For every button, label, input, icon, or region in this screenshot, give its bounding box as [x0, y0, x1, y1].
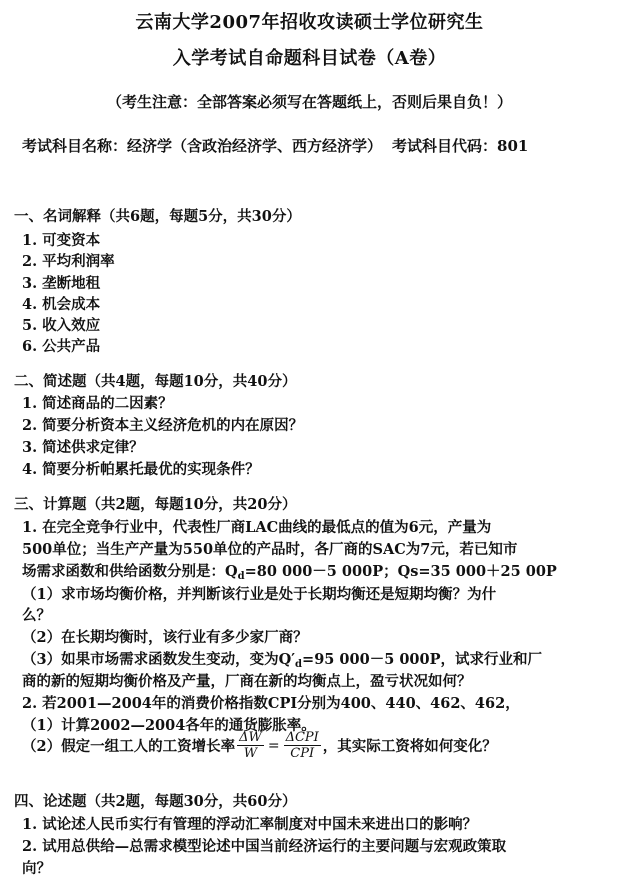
fraction-denominator: CPI [290, 746, 315, 761]
section-1-item: 5. 收入效应 [22, 317, 101, 334]
question-text [22, 648, 542, 670]
section-1-item: 6. 公共产品 [22, 338, 101, 355]
question-text: 2. 试用总供给—总需求模型论述中国当前经济运行的主要问题与宏观政策取 [22, 838, 507, 855]
fraction-denominator: W [243, 746, 258, 761]
section-1-item: 3. 垄断地租 [22, 275, 101, 292]
section-4-heading: 四、论述题（共2题，每题30分，共60分） [14, 793, 297, 810]
section-3-heading: 三、计算题（共2题，每题10分，共20分） [14, 496, 297, 513]
equals-sign: = [267, 737, 280, 754]
fraction-numerator: ΔCPI [285, 730, 319, 745]
question-text: （2）在长期均衡时，该行业有多少家厂商？ [22, 629, 308, 646]
question-text: 1. 在完全竞争行业中，代表性厂商LAC曲线的最低点的值为6元，产量为 [22, 519, 492, 536]
subscript: d [295, 659, 303, 670]
section-2-item: 3. 简述供求定律？ [22, 439, 144, 456]
subject-name: 考试科目名称：经济学（含政治经济学、西方经济学） [22, 137, 383, 155]
section-1-heading: 一、名词解释（共6题，每题5分，共30分） [14, 208, 301, 225]
question-part: （3）如果市场需求函数发生变动，变为Q′ [22, 651, 296, 668]
section-1-item: 4. 机会成本 [22, 296, 101, 313]
question-text [22, 560, 557, 582]
question-text: （1）计算2002—2004各年的通货膨胀率。 [22, 717, 316, 734]
section-2-heading: 二、简述题（共4题，每题10分，共40分） [14, 373, 297, 390]
section-2-item: 2. 简要分析资本主义经济危机的内在原因？ [22, 417, 304, 434]
question-text [22, 730, 497, 761]
section-2-item: 4. 简要分析帕累托最优的实现条件？ [22, 461, 260, 478]
fraction-numerator: ΔW [239, 730, 262, 745]
subject-line [22, 135, 528, 156]
demand-supply-functions: =80 000－5 000P；Qs=35 000＋25 00P [244, 563, 557, 580]
question-text: 2. 若2001—2004年的消费价格指数CPI分别为400、440、462、462， [22, 695, 520, 712]
cpi-growth-fraction [284, 730, 321, 761]
demand-function-label: 场需求函数和供给函数分别是：Q [22, 563, 238, 580]
question-text: 500单位；当生产产量为550单位的产品时，各厂商的SAC为7元，若已知市 [22, 541, 518, 558]
exam-title: 云南大学2007年招收攻读硕士学位研究生 [135, 12, 484, 33]
question-text: 商的新的短期均衡价格及产量，厂商在新的均衡点上，盈亏状况如何？ [22, 673, 472, 690]
question-text: 1. 试论述人民币实行有管理的浮动汇率制度对中国未来进出口的影响？ [22, 816, 478, 833]
subject-code: 考试科目代码：801 [392, 137, 529, 155]
exam-subtitle: 入学考试自命题科目试卷（A卷） [172, 48, 447, 69]
candidate-notice: （考生注意：全部答案必须写在答题纸上，否则后果自负！） [106, 93, 512, 111]
section-2-item: 1. 简述商品的二因素？ [22, 395, 173, 412]
section-1-item: 1. 可变资本 [22, 232, 101, 249]
question-text: （1）求市场均衡价格，并判断该行业是处于长期均衡还是短期均衡？为什 [22, 586, 497, 603]
subscript: d [237, 571, 245, 582]
question-part: ，其实际工资将如何变化？ [322, 738, 497, 755]
question-part: =95 000－5 000P，试求行业和厂 [302, 651, 542, 668]
question-part: （2）假定一组工人的工资增长率 [22, 738, 236, 755]
wage-growth-fraction [237, 730, 264, 761]
section-1-item: 2. 平均利润率 [22, 253, 115, 270]
question-text: 么？ [22, 607, 51, 624]
question-text: 向？ [22, 860, 51, 877]
